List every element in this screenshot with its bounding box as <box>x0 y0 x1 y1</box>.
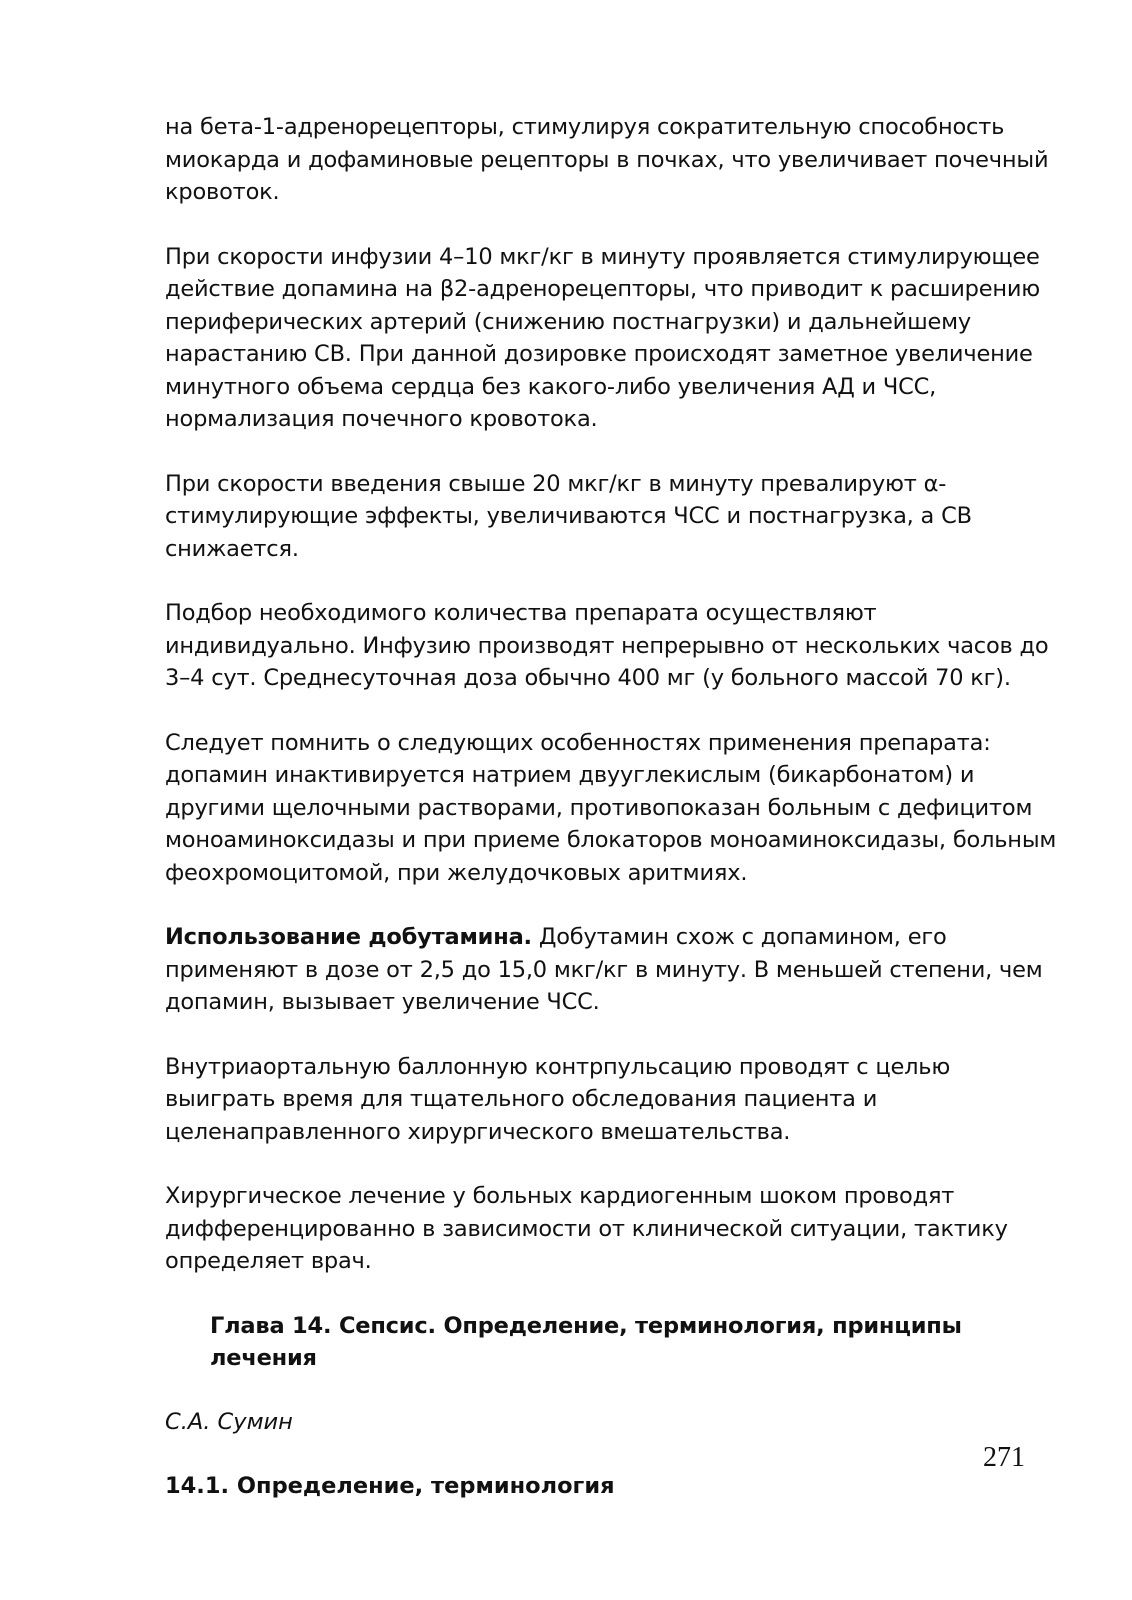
document-page <box>165 111 1065 1502</box>
section-title: 14.1. Определение, терминология <box>165 1472 615 1499</box>
paragraph-dobutamine <box>165 921 1065 1019</box>
paragraph-dopamine-receptors: на бета-1-адренорецепторы, стимулируя сократительную способность миокарда и дофаминовые рецепторы в почках, что увеличивает почечный кровоток. <box>165 114 1049 205</box>
chapter-author: С.А. Сумин <box>165 1408 293 1435</box>
paragraph-infusion-over-20: При скорости введения свыше 20 мкг/кг в минуту превалируют α-стимулирующие эффекты, увеличиваются ЧСС и постнагрузка, а СВ снижается. <box>165 470 972 562</box>
chapter-title: Глава 14. Сепсис. Определение, терминология, принципы лечения <box>210 1312 962 1371</box>
dobutamine-lead: Использование добутамина. <box>165 924 532 950</box>
paragraph-dose-selection: Подбор необходимого количества препарата осуществляют индивидуально. Инфузию производят непрерывно от нескольких часов до 3–4 сут. Среднесуточная доза обычно 400 мг (у больного массой 70 кг). <box>165 600 1049 691</box>
page-number: 271 <box>983 1442 1025 1473</box>
paragraph-surgical-treatment: Хирургическое лечение у больных кардиогенным шоком проводят дифференцированно в зависимости от клинической ситуации, тактику определяет врач. <box>165 1183 1008 1274</box>
paragraph-precautions: Следует помнить о следующих особенностях применения препарата: допамин инактивируется натрием двууглекислым (бикарбонатом) и другими щелочными растворами, противопоказан больным с дефицитом моноаминоксидазы и при приеме блокаторов моноаминоксидазы, больным феохромоцитомой, при желудочковых аритмиях. <box>165 729 1057 886</box>
paragraph-balloon-counterpulsation: Внутриаортальную баллонную контрпульсацию проводят с целью выиграть время для тщательного обследования пациента и целенаправленного хирургического вмешательства. <box>165 1053 951 1145</box>
paragraph-infusion-4-10: При скорости инфузии 4–10 мкг/кг в минуту проявляется стимулирующее действие допамина на β2-адренорецепторы, что приводит к расширению периферических артерий (снижению постнагрузки) и дальнейшему нарастанию СВ. При данной дозировке происходят заметное увеличение минутного объема сердца без какого-либо увеличения АД и ЧСС, нормализация почечного кровотока. <box>165 243 1041 432</box>
dobutamine-text: Добутамин схож с допамином, его применяют в дозе от 2,5 до 15,0 мкг/кг в минуту. В меньшей степени, чем допамин, вызывает увеличение ЧСС. <box>165 924 1043 1015</box>
